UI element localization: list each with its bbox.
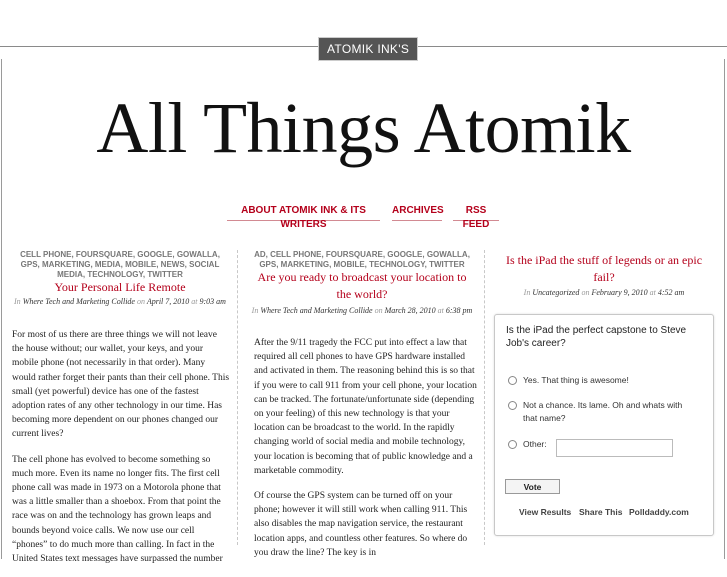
post-time: 4:52 am bbox=[657, 288, 685, 297]
post-date[interactable]: February 9, 2010 bbox=[591, 288, 648, 297]
post-body bbox=[254, 336, 478, 571]
post-paragraph: The cell phone has evolved to become something so much more. Even its name no longer fits. The first cell phone call was made in 1973 on a Motorola phone that was a little smaller than a shoebox. From that point the race was on and the technology has grown leaps and bounds beyond voice calls. We now use our cell “phones” to do much more than calling. In fact in the United States text messages have surpassed the number bbox=[12, 454, 223, 565]
meta-on-label: on bbox=[581, 288, 590, 297]
post-title[interactable]: Is the iPad the stuff of legends or an epic fail? bbox=[505, 253, 703, 284]
post-time: 9:03 am bbox=[199, 297, 226, 306]
meta-in-label: In bbox=[523, 288, 531, 297]
post-date[interactable]: April 7, 2010 bbox=[146, 297, 190, 306]
poll-widget bbox=[494, 314, 714, 536]
meta-at-label: at bbox=[191, 297, 198, 306]
post-tags[interactable]: AD, CELL PHONE, FOURSQUARE, GOOGLE, GOWALLA, GPS, MARKETING, MOBILE, TECHNOLOGY, TWITTER bbox=[254, 250, 470, 269]
column-divider bbox=[237, 250, 238, 545]
poll-option-label[interactable]: Not a chance. Its lame. Oh and whats with that name? bbox=[523, 400, 683, 423]
post-title[interactable]: Are you ready to broadcast your location to the world? bbox=[257, 270, 467, 301]
post-category-link[interactable]: Uncategorized bbox=[532, 288, 580, 297]
meta-at-label: at bbox=[649, 288, 656, 297]
nav-link-about[interactable]: ABOUT ATOMIK INK & ITS WRITERS bbox=[227, 204, 380, 221]
site-tagline-badge: ATOMIK INK'S bbox=[318, 37, 418, 61]
poll-other-input[interactable] bbox=[556, 439, 673, 457]
post-meta bbox=[500, 288, 708, 298]
post-body bbox=[12, 328, 230, 577]
meta-in-label: In bbox=[14, 297, 21, 306]
post-paragraph: Of course the GPS system can be turned off on your phone; however it will still work when calling 911. This also disables the map navigation service, the restaurant location apps, and countless other features. So where do you draw the line? The key is in bbox=[254, 491, 468, 558]
post-meta bbox=[249, 306, 475, 316]
meta-in-label: In bbox=[251, 306, 259, 315]
nav-link-rss-feed[interactable]: RSS FEED bbox=[453, 204, 499, 221]
radio-button[interactable] bbox=[508, 376, 517, 385]
radio-button[interactable] bbox=[508, 440, 517, 449]
post-paragraph: After the 9/11 tragedy the FCC put into effect a law that required all cell phones to have GPS hardware installed and activated in them. The reasoning behind this is so that if you were to call 911 from your cell phone, your location can be tracked. The fortunate/unfortunate side (depending on your feeling) of this new technology is that your location can be broadcast to the world. In the rapidly changing world of social media and mobile technology, your location is becoming that of public knowledge and a marketable commodity. bbox=[254, 338, 477, 476]
nav-link-archives[interactable]: ARCHIVES bbox=[392, 204, 442, 221]
radio-button[interactable] bbox=[508, 401, 517, 410]
poll-option-label[interactable]: Other: bbox=[523, 439, 547, 449]
post-title[interactable]: Your Personal Life Remote bbox=[54, 280, 186, 294]
post-category-link[interactable]: Where Tech and Marketing Collide bbox=[22, 297, 135, 306]
meta-on-label: on bbox=[136, 297, 145, 306]
post-meta bbox=[12, 297, 228, 307]
post-tags[interactable]: CELL PHONE, FOURSQUARE, GOOGLE, GOWALLA, GPS, MARKETING, MEDIA, MOBILE, NEWS, SOCIAL MEDIA, TECHNOLOGY, TWITTER bbox=[20, 250, 220, 279]
view-results-link[interactable]: View Results bbox=[519, 507, 572, 517]
post-time: 6:38 pm bbox=[445, 306, 473, 315]
post-paragraph: For most of us there are three things we will not leave the house without; our wallet, your keys, and your mobile phone (not necessarily in that order). Many would rather forget their pants than their cell phone. This small (yet powerful) device has one of the fastest adoption rates of any other technology in our time. Has becoming more dependent on our phones changed our current lives? bbox=[12, 330, 230, 440]
post-category-link[interactable]: Where Tech and Marketing Collide bbox=[260, 306, 373, 315]
meta-on-label: on bbox=[374, 306, 383, 315]
poll-option-label[interactable]: Yes. That thing is awesome! bbox=[523, 375, 629, 385]
post-date[interactable]: March 28, 2010 bbox=[384, 306, 436, 315]
poll-question: Is the iPad the perfect capstone to Steve Job's career? bbox=[506, 325, 687, 349]
share-this-link[interactable]: Share This bbox=[579, 507, 623, 517]
meta-at-label: at bbox=[437, 306, 444, 315]
vote-button[interactable]: Vote bbox=[505, 479, 560, 494]
polldaddy-link[interactable]: Polldaddy.com bbox=[629, 507, 689, 517]
column-divider bbox=[484, 250, 485, 545]
site-title[interactable]: All Things Atomik bbox=[96, 88, 631, 168]
